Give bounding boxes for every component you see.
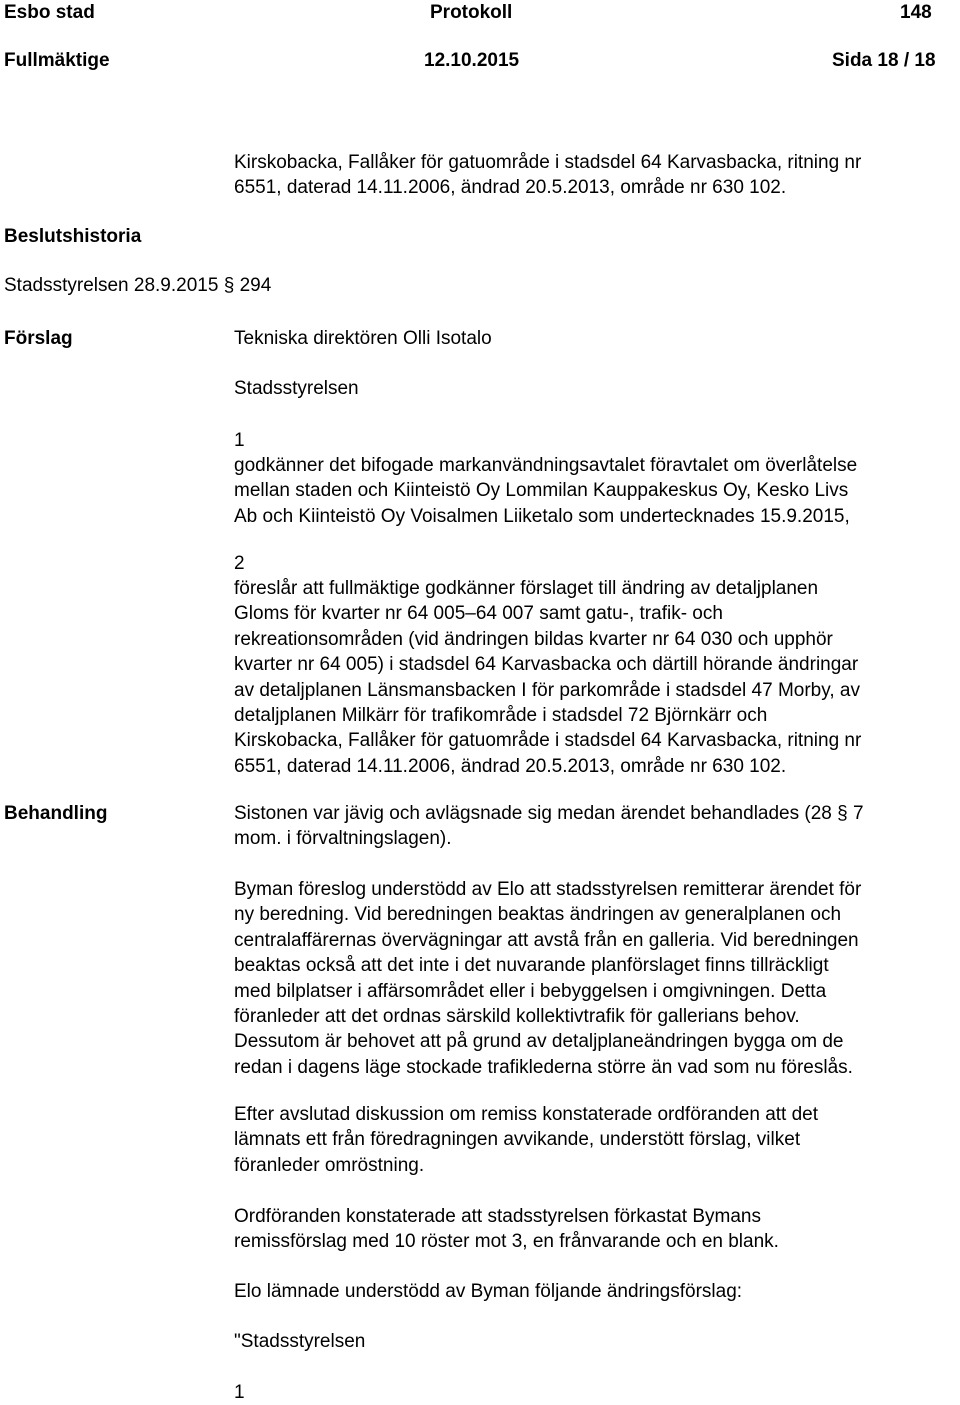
header-page-of: Sida 18 / 18 (832, 50, 936, 71)
proposal-body: Stadsstyrelsen (234, 378, 359, 399)
header-page-number: 148 (900, 2, 932, 23)
header-org: Esbo stad (4, 2, 95, 23)
proposal-item1-text (234, 453, 960, 529)
treatment-paragraph-7: 1 (234, 1382, 245, 1403)
text-line: godkänner det bifogade markanvändningsavtalet föravtalet om överlåtelse (234, 455, 858, 476)
treatment-paragraph-5: Elo lämnade understödd av Byman följande ändringsförslag: (234, 1281, 743, 1302)
treatment-paragraph-1 (234, 801, 960, 852)
treatment-heading: Behandling (4, 803, 108, 824)
text-line: 6551, daterad 14.11.2006, ändrad 20.5.2013, område nr 630 102. (234, 177, 787, 199)
text-line: Sistonen var jävig och avlägsnade sig medan ärendet behandlades (28 § 7 (234, 803, 864, 824)
history-heading: Beslutshistoria (4, 226, 142, 247)
text-line: centralaffärernas övervägningar att avstå från en galleria. Vid beredningen (234, 929, 859, 951)
text-line: remissförslag med 10 röster mot 3, en frånvarande och en blank. (234, 1231, 779, 1253)
text-line: Byman föreslog understödd av Elo att stadsstyrelsen remitterar ärendet för (234, 879, 862, 900)
text-line: med bilplatser i affärsområdet eller i bebyggelsen i omgivningen. Detta (234, 980, 827, 1002)
text-line: Ab och Kiinteistö Oy Voisalmen Liiketalo som undertecknades 15.9.2015, (234, 505, 850, 527)
text-line: Efter avslutad diskussion om remiss konstaterade ordföranden att det (234, 1104, 819, 1125)
history-entry (4, 273, 271, 298)
header-doc-type: Protokoll (430, 2, 513, 23)
text-line: Dessutom är behovet att på grund av detaljplaneändringen bygga om de (234, 1031, 844, 1053)
text-line: mom. i förvaltningslagen). (234, 828, 452, 850)
text-line: rekreationsområden (vid ändringen bildas kvarter nr 64 030 och upphör (234, 628, 833, 650)
treatment-paragraph-4 (234, 1204, 960, 1255)
proposal-item1-number: 1 (234, 430, 245, 451)
text-line: Gloms för kvarter nr 64 005–64 007 samt gatu-, trafik- och (234, 603, 723, 625)
proposal-presenter: Tekniska direktören Olli Isotalo (234, 328, 492, 349)
proposal-heading: Förslag (4, 328, 73, 349)
treatment-paragraph-6: "Stadsstyrelsen (234, 1331, 366, 1352)
proposal-item2-text (234, 576, 960, 779)
text-line: Ordföranden konstaterade att stadsstyrelsen förkastat Bymans (234, 1206, 761, 1227)
proposal-item2-number: 2 (234, 553, 245, 574)
history-entry-text: Stadsstyrelsen 28.9.2015 (4, 275, 219, 296)
section-sign: § (223, 275, 235, 296)
text-line: föranleder att det ordnas särskild kollektivtrafik för gallerians behov. (234, 1005, 800, 1027)
text-line: beaktas också att det inte i det nuvarande planförslaget finns tillräckligt (234, 955, 829, 977)
text-line: 6551, daterad 14.11.2006, ändrad 20.5.2013, område nr 630 102. (234, 755, 787, 777)
text-line: ny beredning. Vid beredningen beaktas ändringen av generalplanen och (234, 904, 842, 926)
header-date: 12.10.2015 (424, 50, 520, 71)
text-line: detaljplanen Milkärr för trafikområde i stadsdel 72 Björnkärr och (234, 704, 768, 726)
text-line: redan i dagens läge stockade trafiklederna större än vad som nu föreslås. (234, 1056, 853, 1078)
text-line: Kirskobacka, Fallåker för gatuområde i stadsdel 64 Karvasbacka, ritning nr (234, 730, 862, 752)
text-line: föreslår att fullmäktige godkänner förslaget till ändring av detaljplanen (234, 578, 819, 599)
text-line: föranleder omröstning. (234, 1154, 425, 1176)
text-line: lämnats ett från föredragningen avvikande, understött förslag, vilket (234, 1129, 801, 1151)
treatment-paragraph-2 (234, 877, 960, 1080)
treatment-paragraph-3 (234, 1102, 960, 1178)
text-line: av detaljplanen Länsmansbacken I för parkområde i stadsdel 47 Morby, av (234, 679, 860, 701)
text-line: mellan staden och Kiinteistö Oy Lommilan Kauppakeskus Oy, Kesko Livs (234, 480, 849, 502)
text-line: kvarter nr 64 005) i stadsdel 64 Karvasbacka och därtill hörande ändringar (234, 654, 859, 676)
history-entry-number: 294 (239, 275, 272, 296)
text-line: Kirskobacka, Fallåker för gatuområde i stadsdel 64 Karvasbacka, ritning nr (234, 152, 862, 173)
header-body-name: Fullmäktige (4, 50, 110, 71)
continuation-paragraph (234, 150, 960, 201)
